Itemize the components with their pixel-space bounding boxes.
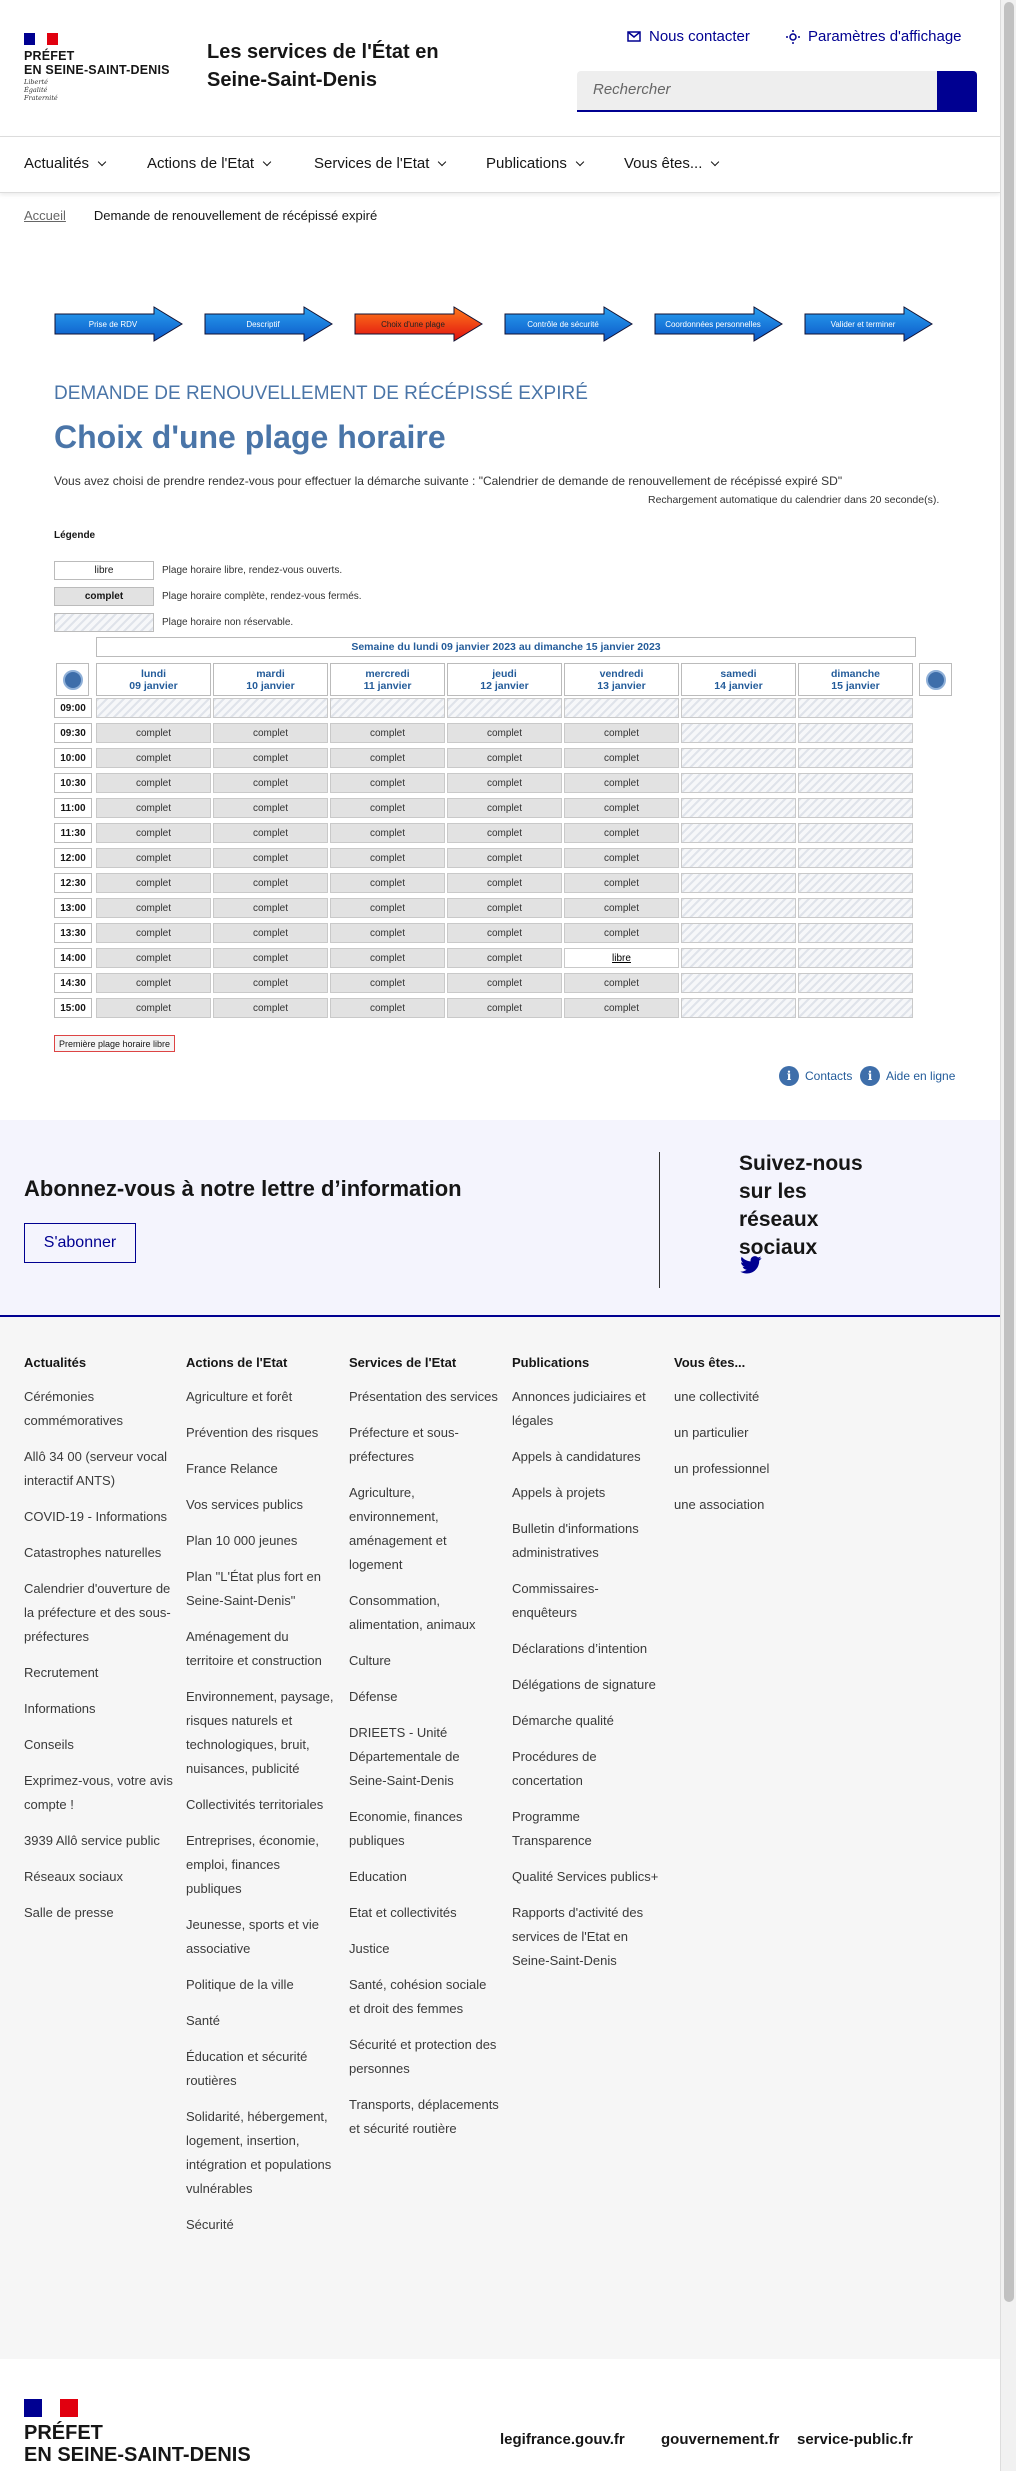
slot-non-reservable: [681, 948, 796, 968]
slot-complet: complet: [96, 723, 211, 743]
footer-link[interactable]: Annonces judiciaires et légales: [512, 1389, 646, 1428]
footer-link[interactable]: Déclarations d’intention: [512, 1641, 648, 1656]
slot-complet: complet: [447, 798, 562, 818]
slot-non-reservable: [681, 898, 796, 918]
slot-complet: complet: [447, 973, 562, 993]
footer-link[interactable]: 3939 Allô service public: [24, 1833, 160, 1848]
week-label: Semaine du lundi 09 janvier 2023 au dimanche 15 janvier 2023: [96, 637, 916, 657]
footer-link[interactable]: Salle de presse: [24, 1905, 114, 1920]
footer-link[interactable]: Cérémonies commémoratives: [24, 1389, 123, 1428]
slot-non-reservable: [798, 848, 913, 868]
slot-complet: complet: [447, 998, 562, 1018]
slot-non-reservable: [681, 998, 796, 1018]
day-header: jeudi 12 janvier: [447, 663, 562, 696]
display-settings-label: Paramètres d'affichage: [808, 28, 962, 45]
footer-column-title: Actions de l'Etat: [186, 1355, 288, 1370]
footer-link[interactable]: Collectivités territoriales: [186, 1797, 324, 1812]
time-label: 13:00: [54, 898, 92, 918]
footer-link[interactable]: Défense: [349, 1689, 398, 1704]
footer-link[interactable]: un professionnel: [674, 1461, 770, 1476]
footer-link[interactable]: Santé: [186, 2013, 220, 2028]
motto-word: Liberté: [24, 78, 48, 86]
footer-link[interactable]: COVID-19 - Informations: [24, 1509, 168, 1524]
footer-link[interactable]: une association: [674, 1497, 765, 1512]
slot-complet: complet: [564, 973, 679, 993]
arrow-right-icon: [926, 670, 946, 690]
footer-link[interactable]: Economie, finances publiques: [349, 1809, 463, 1848]
logo-line-2: EN SEINE-SAINT-DENIS: [24, 63, 170, 77]
breadcrumb-current: Demande de renouvellement de récépissé expiré: [93, 208, 378, 223]
day-header: mercredi 11 janvier: [330, 663, 445, 696]
slot-complet: complet: [330, 923, 445, 943]
footer-link[interactable]: Politique de la ville: [186, 1977, 294, 1992]
slot-complet: complet: [213, 973, 328, 993]
footer-link[interactable]: Transports, déplacements et sécurité routière: [349, 2097, 499, 2136]
slot-complet: complet: [564, 798, 679, 818]
footer-bottom: [0, 2359, 1000, 2471]
slot-complet: complet: [330, 773, 445, 793]
footer-link[interactable]: Prévention des risques: [186, 1425, 319, 1440]
chevron-down-icon: [576, 157, 584, 165]
demarche-title: DEMANDE DE RENOUVELLEMENT DE RÉCÉPISSÉ EXPIRÉ: [54, 383, 588, 404]
slot-complet: complet: [96, 823, 211, 843]
slot-complet: complet: [447, 923, 562, 943]
slot-complet: complet: [96, 998, 211, 1018]
slot-complet: complet: [447, 723, 562, 743]
footer-column-title: Vous êtes...: [674, 1355, 746, 1370]
slot-complet: complet: [330, 823, 445, 843]
slot-complet: complet: [330, 998, 445, 1018]
nav-services-etat[interactable]: Services de l'Etat: [314, 155, 445, 172]
footer-link[interactable]: Allô 34 00 (serveur vocal interactif ANTS): [24, 1449, 168, 1488]
service-public-link[interactable]: service-public.fr: [797, 2431, 913, 2448]
day-header: dimanche 15 janvier: [798, 663, 913, 696]
step-1: [54, 306, 184, 342]
footer-link[interactable]: Préfecture et sous-préfectures: [349, 1425, 459, 1464]
slot-non-reservable: [681, 848, 796, 868]
footer-link[interactable]: Justice: [349, 1941, 390, 1956]
slot-complet: complet: [330, 798, 445, 818]
info-icon: i: [779, 1066, 799, 1086]
slot-complet: complet: [96, 798, 211, 818]
slot-non-reservable: [96, 698, 211, 718]
logo-line-1: PRÉFET: [24, 49, 75, 63]
step-label: Prise de RDV: [88, 319, 138, 329]
slot-complet: complet: [213, 823, 328, 843]
legifrance-link[interactable]: legifrance.gouv.fr: [500, 2431, 625, 2448]
time-label: 09:30: [54, 723, 92, 743]
time-label: 10:00: [54, 748, 92, 768]
footer-link[interactable]: Délégations de signature: [512, 1677, 656, 1692]
info-icon: i: [860, 1066, 880, 1086]
footer-column-title: Actualités: [24, 1355, 87, 1370]
slot-complet: complet: [96, 973, 211, 993]
footer-link[interactable]: Etat et collectivités: [349, 1905, 457, 1920]
legend-title: Légende: [54, 530, 96, 541]
step-label: Choix d'une plage: [381, 319, 445, 329]
nav-actions-etat[interactable]: Actions de l'Etat: [147, 155, 270, 172]
chevron-down-icon: [711, 157, 719, 165]
footer-link[interactable]: Santé, cohésion sociale et droit des femmes: [349, 1977, 487, 2016]
footer-links: [0, 1317, 1000, 2359]
previous-week-button[interactable]: [56, 663, 89, 696]
slot-non-reservable: [681, 973, 796, 993]
footer-link[interactable]: Réseaux sociaux: [24, 1869, 123, 1884]
legend-complet-text: Plage horaire complète, rendez-vous fermés.: [162, 591, 362, 602]
slot-complet: complet: [213, 898, 328, 918]
slot-non-reservable: [330, 698, 445, 718]
legend-complet-box: complet: [54, 587, 154, 606]
main-nav: [0, 137, 1000, 193]
slot-complet: complet: [213, 873, 328, 893]
footer-column: [512, 1351, 662, 1985]
footer-link[interactable]: Plan 10 000 jeunes: [186, 1533, 298, 1548]
slot-complet: complet: [213, 723, 328, 743]
subscribe-button[interactable]: S'abonner: [24, 1223, 136, 1263]
page-scrollbar[interactable]: [1000, 0, 1016, 2471]
time-label: 15:00: [54, 998, 92, 1018]
footer-link[interactable]: Plan "L'État plus fort en Seine-Saint-Denis": [186, 1569, 322, 1608]
page-title: Choix d'une plage horaire: [54, 419, 446, 455]
slot-non-reservable: [681, 798, 796, 818]
nav-actualites[interactable]: Actualités: [24, 155, 105, 172]
slot-complet: complet: [213, 848, 328, 868]
day-header: samedi 14 janvier: [681, 663, 796, 696]
online-help-link[interactable]: i Aide en ligne: [860, 1066, 955, 1086]
step-label: Contrôle de sécurité: [527, 319, 599, 329]
slot-complet: complet: [564, 923, 679, 943]
footer-link[interactable]: Vos services publics: [186, 1497, 304, 1512]
slot-complet: complet: [447, 773, 562, 793]
step-label: Descriptif: [246, 319, 280, 329]
footer-link[interactable]: Aménagement du territoire et construction: [186, 1629, 322, 1668]
time-label: 14:00: [54, 948, 92, 968]
slot-complet: complet: [330, 973, 445, 993]
footer-column: [349, 1351, 499, 2153]
section-divider: [659, 1152, 660, 1288]
footer-link[interactable]: Qualité Services publics+: [512, 1869, 659, 1884]
slot-non-reservable: [798, 998, 913, 1018]
slot-complet: complet: [564, 773, 679, 793]
slot-complet: complet: [96, 898, 211, 918]
slot-non-reservable: [798, 798, 913, 818]
prefecture-logo[interactable]: [24, 49, 170, 77]
footer-link[interactable]: Présentation des services: [349, 1389, 498, 1404]
time-label: 11:30: [54, 823, 92, 843]
footer-link[interactable]: Appels à candidatures: [512, 1449, 641, 1464]
footer-link[interactable]: Exprimez-vous, votre avis compte !: [24, 1773, 173, 1812]
nav-publications[interactable]: Publications: [486, 155, 583, 172]
day-header: mardi 10 janvier: [213, 663, 328, 696]
slot-non-reservable: [798, 898, 913, 918]
footer-link[interactable]: Calendrier d'ouverture de la préfecture et des sous-préfectures: [24, 1581, 171, 1644]
contact-label: Nous contacter: [649, 28, 750, 45]
slot-complet: complet: [447, 898, 562, 918]
slot-non-reservable: [681, 773, 796, 793]
slot-complet: complet: [447, 748, 562, 768]
step-label: Coordonnées personnelles: [665, 319, 761, 329]
footer-link[interactable]: Éducation et sécurité routières: [186, 2049, 308, 2088]
slot-complet: complet: [564, 748, 679, 768]
footer-link[interactable]: Catastrophes naturelles: [24, 1545, 162, 1560]
footer-link[interactable]: DRIEETS - Unité Départementale de Seine-Saint-Denis: [349, 1725, 460, 1788]
slot-non-reservable: [681, 748, 796, 768]
slot-complet: complet: [564, 848, 679, 868]
footer-column: [674, 1351, 824, 1529]
footer-link[interactable]: Consommation, alimentation, animaux: [349, 1593, 476, 1632]
slot-complet: complet: [447, 873, 562, 893]
slot-non-reservable: [798, 698, 913, 718]
slot-complet: complet: [96, 748, 211, 768]
footer-column: [24, 1351, 174, 1937]
footer-link[interactable]: France Relance: [186, 1461, 278, 1476]
slot-non-reservable: [798, 823, 913, 843]
motto-word: Égalité: [24, 86, 48, 94]
footer-link[interactable]: Programme Transparence: [512, 1809, 592, 1848]
time-label: 14:30: [54, 973, 92, 993]
footer-link[interactable]: Jeunesse, sports et vie associative: [186, 1917, 319, 1956]
slot-non-reservable: [798, 973, 913, 993]
follow-us-title: Suivez-nous sur les réseaux sociaux: [739, 1152, 863, 1259]
slot-complet: complet: [330, 723, 445, 743]
footer-link[interactable]: Culture: [349, 1653, 391, 1668]
slot-complet: complet: [564, 898, 679, 918]
breadcrumb-home[interactable]: Accueil: [24, 208, 66, 223]
slot-non-reservable: [798, 923, 913, 943]
footer-link[interactable]: Informations: [24, 1701, 96, 1716]
slot-complet: complet: [213, 998, 328, 1018]
motto-word: Fraternité: [24, 94, 58, 102]
search-button[interactable]: [937, 71, 977, 112]
slot-non-reservable: [798, 723, 913, 743]
footer-link[interactable]: un particulier: [674, 1425, 749, 1440]
footer-column: [186, 1351, 336, 2249]
slot-non-reservable: [798, 748, 913, 768]
slot-non-reservable: [213, 698, 328, 718]
newsletter-section: [0, 1120, 1000, 1317]
footer-column-title: Services de l'Etat: [349, 1355, 457, 1370]
slot-complet: complet: [447, 823, 562, 843]
sun-icon: [786, 30, 800, 44]
slot-non-reservable: [798, 873, 913, 893]
footer-link[interactable]: Agriculture, environnement, aménagement et logement: [349, 1485, 447, 1572]
intro-text: Vous avez choisi de prendre rendez-vous pour effectuer la démarche suivante : "Calendrier de demande de renouvellement de récépissé expiré SD": [54, 474, 843, 488]
footer-link[interactable]: Rapports d'activité des services de l'Etat en Seine-Saint-Denis: [512, 1905, 644, 1968]
time-label: 11:00: [54, 798, 92, 818]
footer-link[interactable]: Procédures de concertation: [512, 1749, 597, 1788]
day-header: vendredi 13 janvier: [564, 663, 679, 696]
footer-link[interactable]: Entreprises, économie, emploi, finances publiques: [186, 1833, 319, 1896]
search-input[interactable]: Rechercher: [577, 71, 937, 112]
breadcrumb: [24, 208, 377, 223]
legend-libre-box: libre: [54, 561, 154, 580]
slot-complet: complet: [96, 923, 211, 943]
slot-complet: complet: [330, 748, 445, 768]
footer-link[interactable]: Commissaires-enquêteurs: [512, 1581, 599, 1620]
next-week-button[interactable]: [919, 663, 952, 696]
slot-complet: complet: [330, 948, 445, 968]
legend-libre-text: Plage horaire libre, rendez-vous ouverts.: [162, 565, 343, 576]
newsletter-title: Abonnez-vous à notre lettre d’information: [24, 1176, 462, 1201]
legend-nonreservable-box: [54, 613, 154, 632]
footer-link[interactable]: Démarche qualité: [512, 1713, 614, 1728]
time-label: 09:00: [54, 698, 92, 718]
scrollbar-thumb[interactable]: [1004, 2, 1014, 2302]
slot-complet: complet: [213, 923, 328, 943]
slot-non-reservable: [681, 823, 796, 843]
slot-complet: complet: [564, 873, 679, 893]
footer-link[interactable]: Bulletin d'informations administratives: [512, 1521, 639, 1560]
site-title[interactable]: Les services de l'État en Seine-Saint-Denis: [207, 41, 439, 91]
nav-vous-etes[interactable]: Vous êtes...: [624, 155, 718, 172]
footer-column-title: Publications: [512, 1355, 590, 1370]
slot-non-reservable: [447, 698, 562, 718]
reload-notice: Rechargement automatique du calendrier dans 20 seconde(s).: [648, 494, 940, 506]
step-5: [654, 306, 784, 342]
slot-libre[interactable]: libre: [564, 948, 679, 968]
slot-complet: complet: [213, 948, 328, 968]
footer-link[interactable]: Sécurité: [186, 2217, 234, 2232]
slot-non-reservable: [681, 723, 796, 743]
step-6: [804, 306, 934, 342]
slot-non-reservable: [564, 698, 679, 718]
republic-motto: [24, 78, 58, 102]
footer-link[interactable]: Agriculture et forêt: [186, 1389, 293, 1404]
display-settings-link[interactable]: [786, 28, 962, 45]
time-label: 13:30: [54, 923, 92, 943]
twitter-icon[interactable]: [740, 1256, 762, 1278]
footer-link[interactable]: Sécurité et protection des personnes: [349, 2037, 497, 2076]
slot-complet: complet: [447, 948, 562, 968]
slot-complet: complet: [213, 773, 328, 793]
step-4: [504, 306, 634, 342]
time-label: 12:00: [54, 848, 92, 868]
republic-flag-icon: [24, 33, 58, 45]
slot-complet: complet: [96, 948, 211, 968]
republic-flag-icon: [24, 2399, 78, 2417]
slot-complet: complet: [96, 848, 211, 868]
contact-link[interactable]: [627, 28, 750, 45]
slot-complet: complet: [564, 998, 679, 1018]
mail-icon: [627, 31, 641, 42]
footer-link[interactable]: une collectivité: [674, 1389, 760, 1404]
footer-link[interactable]: Solidarité, hébergement, logement, insertion, intégration et populations vulnérables: [186, 2109, 332, 2196]
chevron-down-icon: [263, 157, 271, 165]
slot-complet: complet: [564, 823, 679, 843]
footer-logo[interactable]: PRÉFET EN SEINE-SAINT-DENIS: [24, 2422, 251, 2466]
day-header: lundi 09 janvier: [96, 663, 211, 696]
chevron-down-icon: [438, 157, 446, 165]
step-3: [354, 306, 484, 342]
site-header: [0, 0, 1000, 137]
slot-non-reservable: [681, 923, 796, 943]
step-2: [204, 306, 334, 342]
footer-link[interactable]: Environnement, paysage, risques naturels et technologiques, bruit, nuisances, publicité: [186, 1689, 334, 1776]
footer-link[interactable]: Recrutement: [24, 1665, 99, 1680]
slot-complet: complet: [96, 773, 211, 793]
slot-complet: complet: [330, 873, 445, 893]
gouvernement-link[interactable]: gouvernement.fr: [661, 2431, 780, 2448]
slot-complet: complet: [330, 898, 445, 918]
slot-non-reservable: [798, 948, 913, 968]
chevron-down-icon: [98, 157, 106, 165]
slot-complet: complet: [96, 873, 211, 893]
slot-non-reservable: [798, 773, 913, 793]
arrow-left-icon: [63, 670, 83, 690]
time-label: 10:30: [54, 773, 92, 793]
slot-non-reservable: [681, 873, 796, 893]
slot-complet: complet: [564, 723, 679, 743]
footer-link[interactable]: Appels à projets: [512, 1485, 606, 1500]
contacts-link[interactable]: i Contacts: [779, 1066, 852, 1086]
time-label: 12:30: [54, 873, 92, 893]
step-label: Valider et terminer: [830, 319, 896, 329]
slot-complet: complet: [213, 798, 328, 818]
slot-non-reservable: [681, 698, 796, 718]
footer-link[interactable]: Education: [349, 1869, 407, 1884]
footer-link[interactable]: Conseils: [24, 1737, 74, 1752]
first-free-slot-button[interactable]: Première plage horaire libre: [54, 1035, 175, 1052]
legend-nonreservable-text: Plage horaire non réservable.: [162, 617, 294, 628]
slot-complet: complet: [213, 748, 328, 768]
slot-complet: complet: [330, 848, 445, 868]
slot-complet: complet: [447, 848, 562, 868]
